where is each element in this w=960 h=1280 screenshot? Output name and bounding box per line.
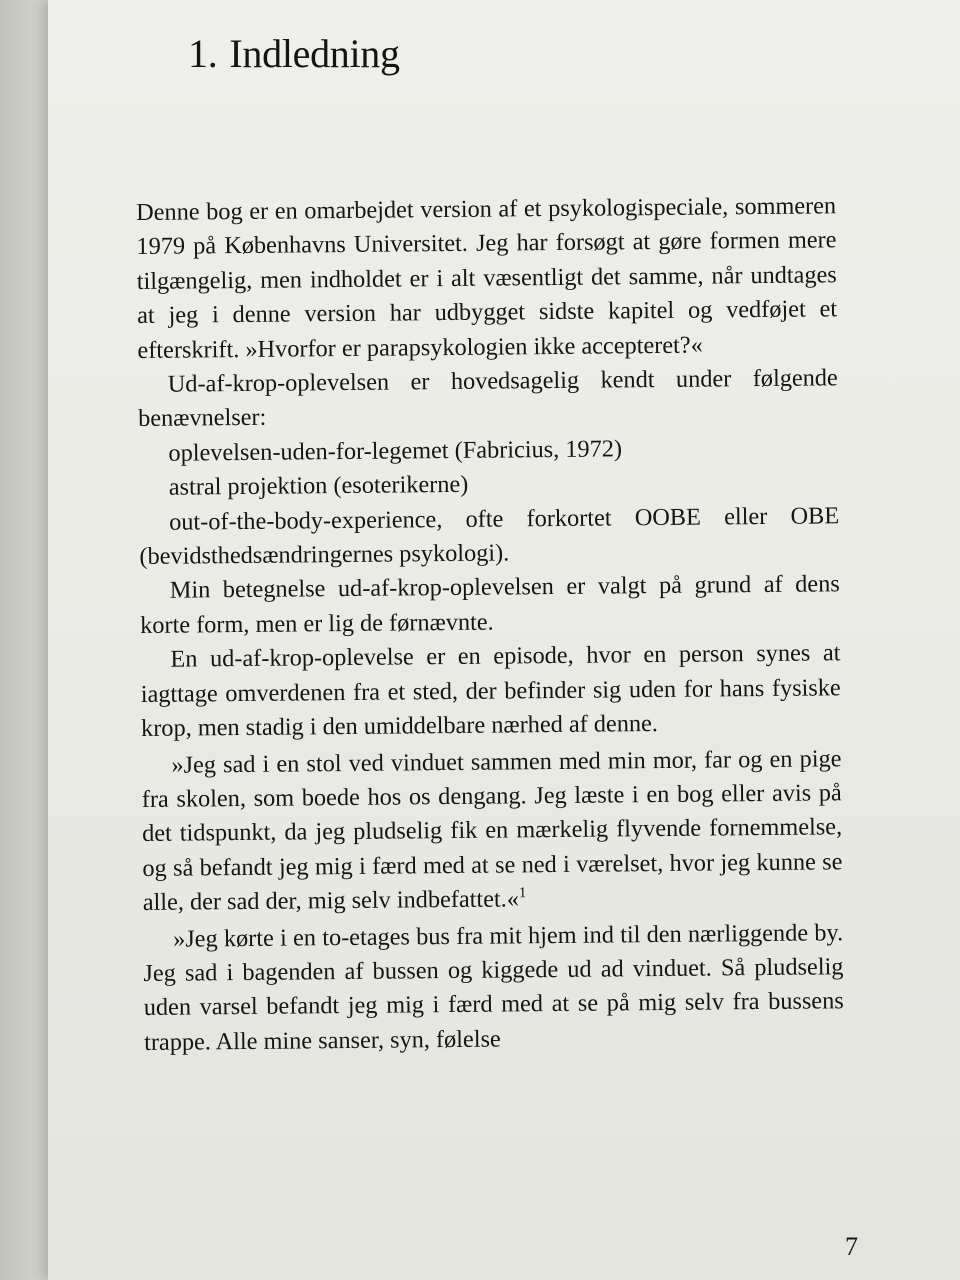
quote-paragraph-1 [141,742,843,921]
body-text [136,189,844,1060]
name-item-3: out-of-the-body-experience, ofte forkortet OOBE eller OBE (bevidsthedsændringernes psykologi). [139,501,840,571]
chapter-number: 1. [188,31,218,76]
chapter-title: Indledning [229,31,400,76]
page-number: 7 [845,1232,858,1261]
definition-paragraph: En ud-af-krop-oplevelse er en episode, hvor en person synes at iagttage omverdenen fra et sted, der befinder sig uden for hans fysiske krop, men stadig i den umiddelbare nærhed af denne. [140,639,841,743]
term-choice-paragraph: Min betegnelse ud-af-krop-oplevelsen er valgt på grund af dens korte form, men er lig de førnævnte. [139,570,840,639]
intro-paragraph: Denne bog er en omarbejdet version af et psykologispeciale, sommeren 1979 på Københavns Universitet. Jeg har forsøgt at gøre formen mere tilgængelig, men indholdet er i alt væsentligt det samme, når undtages at jeg i denne version har udbygget sidste kapitel og vedføjet et efterskrift. »Hvorfor er parapsykologien ikke accepteret?« [136,192,838,364]
footnote-marker: 1 [518,885,527,902]
quote-paragraph-2: »Jeg kørte i en to-etages bus fra mit hjem ind til den nærliggende by. Jeg sad i bagenden af bussen og kiggede ud ad vinduet. Så pludselig uden varsel befandt jeg mig i færd med at se på mig selv fra bussens trappe. Alle mine sanser, syn, følelse [143,918,844,1056]
names-intro-paragraph: Ud-af-krop-oplevelsen er hovedsagelig kendt under følgende benævnelser: [138,364,838,433]
chapter-heading [188,30,400,77]
quote-1-text: »Jeg sad i en stol ved vinduet sammen med min mor, far og en pige fra skolen, som boede hos os dengang. Jeg læste i en bog eller avis på det tidspunkt, da jeg pludselig fik en mærkelig flyvende fornemmelse, og så befandt jeg mig i færd med at se ned i værelset, hvor jeg kunne se alle, der sad der, mig selv indbefattet.« [141,744,843,917]
name-item-2: astral projektion (esoterikerne) [168,471,469,501]
name-item-1: oplevelsen-uden-for-legemet (Fabricius, 1972) [168,435,623,467]
previous-page-edge [0,0,48,1280]
